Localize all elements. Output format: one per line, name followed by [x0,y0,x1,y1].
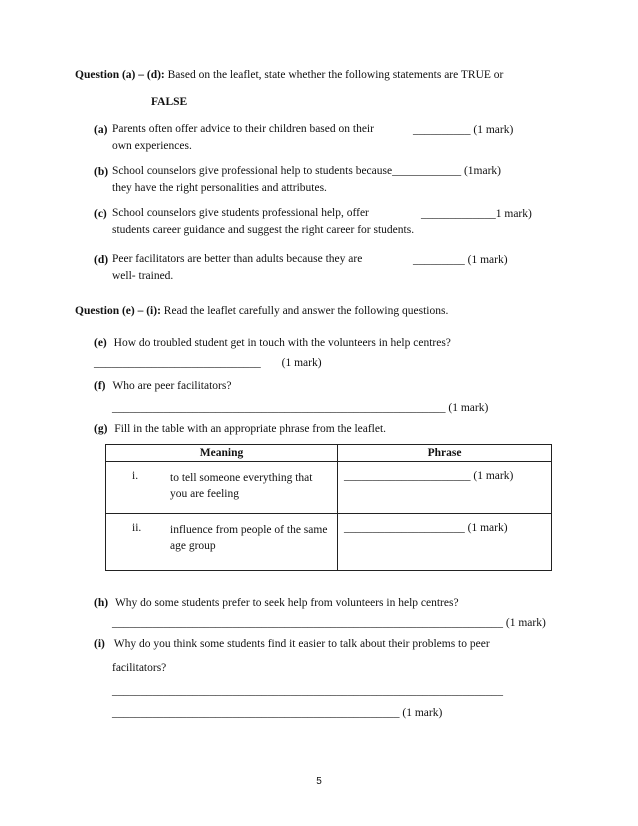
meaning-phrase-table [105,444,552,571]
question-text: How do troubled student get in touch with the volunteers in help centres? [113,337,451,349]
item-label: (f) [94,380,106,392]
heading-label: Question (e) – (i): [75,305,161,317]
item-a-line2: own experiences. [112,140,192,152]
item-label: (a) [94,124,108,136]
header-meaning: Meaning [106,445,338,462]
item-b-text [112,163,501,197]
item-c [94,208,107,220]
question-f-answer[interactable]: __________________________________________________________ (1 mark) [112,402,489,414]
item-c-answer: _____________1 mark) [421,208,532,220]
question-e-answer[interactable] [94,357,322,369]
answer-line[interactable]: _____________________________ [94,357,261,369]
header-phrase: Phrase [338,445,552,462]
item-label: (c) [94,208,107,220]
item-label: (d) [94,254,109,266]
question-g [94,423,386,435]
item-b [94,166,108,178]
question-text: Why do some students prefer to seek help from volunteers in help centres? [114,597,459,609]
item-label: (e) [94,337,107,349]
row-meaning: to tell someone everything that you are feeling [170,472,313,500]
question-e [94,337,451,349]
question-text: Fill in the table with an appropriate phrase from the leaflet. [114,423,387,435]
heading-text: Based on the leaflet, state whether the following statements are TRUE or [167,69,504,81]
item-a-text [112,121,374,155]
heading-label: Question (a) – (d): [75,69,165,81]
item-label: (i) [94,638,105,650]
item-d-line2: well- trained. [112,270,174,282]
item-c-line1: School counselors give students professional help, offer [112,207,369,219]
heading-false: FALSE [151,96,188,108]
item-a [94,124,107,136]
item-a-answer: __________ (1 mark) [413,124,514,136]
question-text: Who are peer facilitators? [112,380,232,392]
item-label: (b) [94,166,109,178]
row-meaning: influence from people of the same age group [170,524,328,552]
item-label: (h) [94,597,109,609]
page-number: 5 [316,776,322,787]
row-number: i. [132,470,139,482]
row-phrase-answer[interactable]: ______________________ (1 mark) [344,470,514,482]
item-b-line2: they have the right personalities and attributes. [112,182,327,194]
item-a-line1: Parents often offer advice to their children based on their [112,123,374,135]
question-h-answer[interactable]: ____________________________________________________________________ (1 mark) [112,617,546,629]
question-i-answer-line1[interactable]: ____________________________________________________________________ [112,685,503,697]
table-row [106,462,552,514]
item-b-line1: School counselors give professional help to students because____________ (1mark) [112,165,502,177]
question-a-d-heading [75,69,503,81]
item-c-text [112,205,414,239]
question-i-answer-line2[interactable]: __________________________________________________ (1 mark) [112,707,443,719]
row-number: ii. [132,522,142,534]
question-f [94,380,231,392]
item-label: (g) [94,423,108,435]
question-e-i-heading [75,305,448,317]
item-c-line2: students career guidance and suggest the right career for students. [112,224,415,236]
question-h [94,597,459,609]
item-d-line1: Peer facilitators are better than adults because they are [112,253,363,265]
item-d-text [112,251,362,285]
item-d [94,254,108,266]
question-text: Why do you think some students find it easier to talk about their problems to peer [113,638,490,650]
question-i [94,638,490,650]
question-i-text2: facilitators? [112,662,167,674]
table-row [106,514,552,571]
item-d-answer: _________ (1 mark) [413,254,508,266]
mark-label: (1 mark) [281,357,322,369]
row-phrase-answer[interactable]: _____________________ (1 mark) [344,522,508,534]
heading-text: Read the leaflet carefully and answer the following questions. [163,305,449,317]
